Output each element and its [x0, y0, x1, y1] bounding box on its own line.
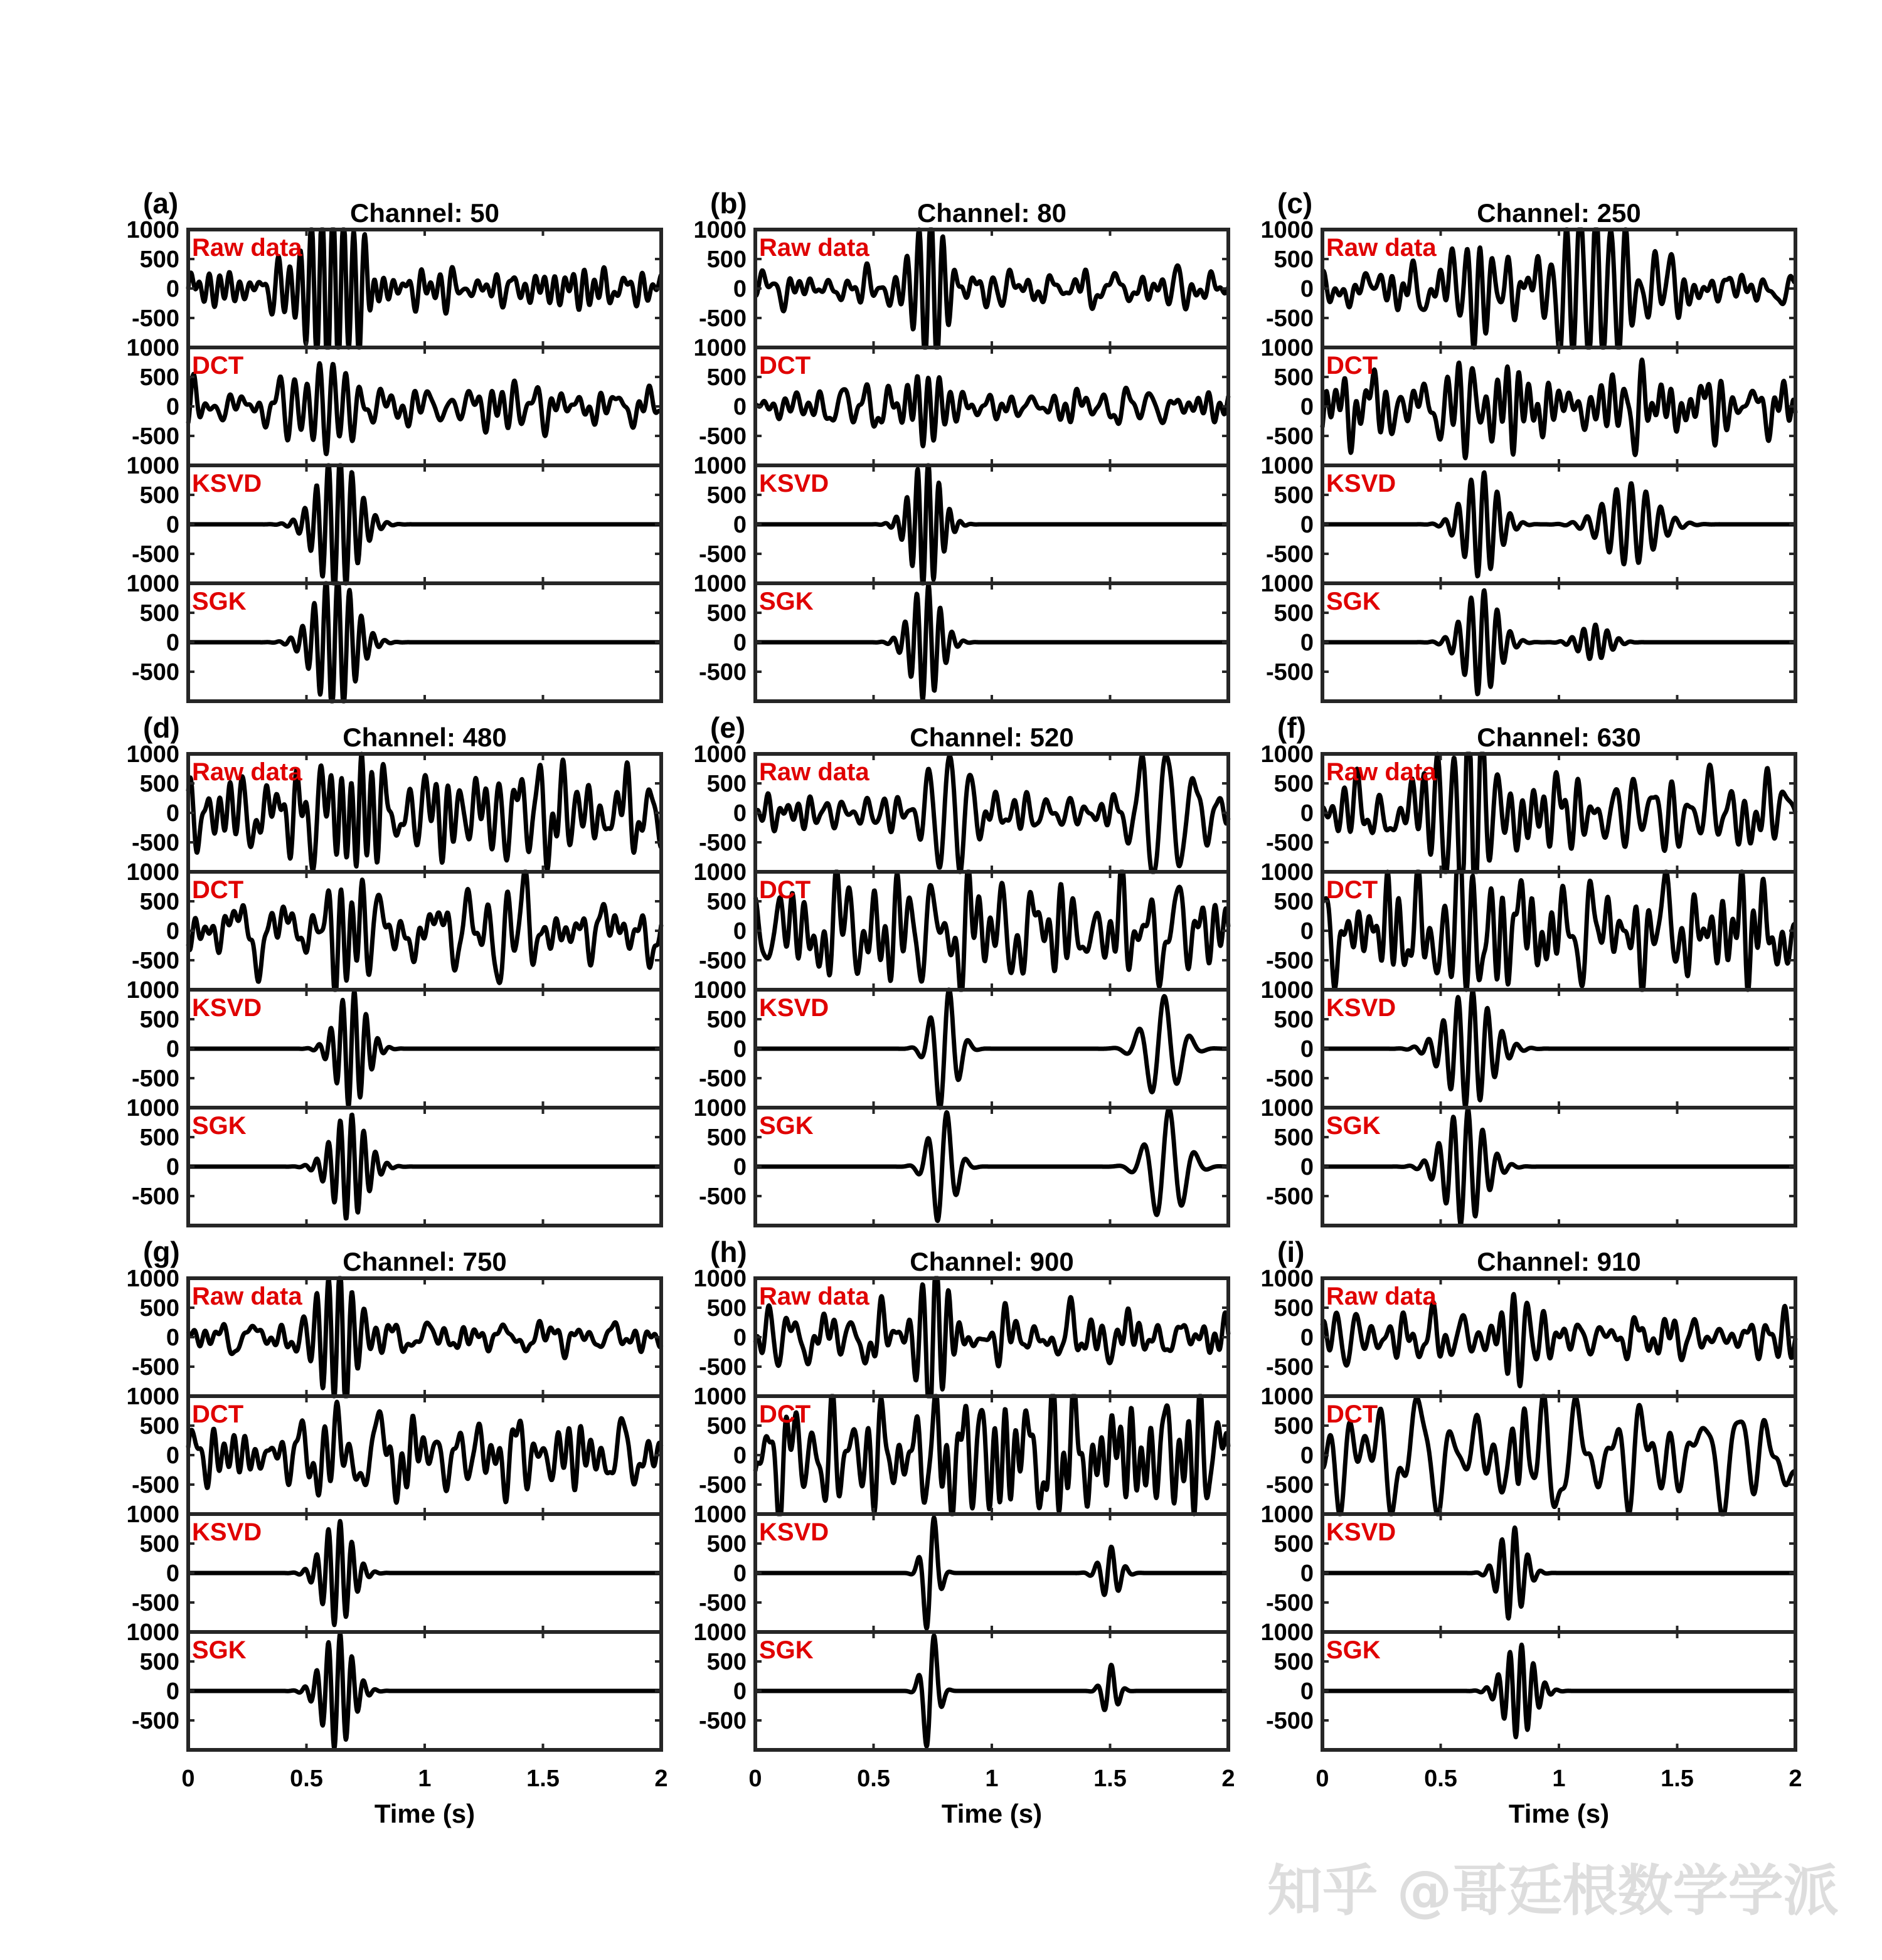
trace-dct — [1322, 360, 1795, 458]
x-tick-label: 1.5 — [1093, 1766, 1127, 1792]
y-tick-label: 1000 — [693, 1384, 747, 1410]
y-tick-label: -500 — [698, 423, 747, 450]
y-tick-label: 1000 — [693, 453, 747, 479]
trace-label: SGK — [192, 1636, 247, 1664]
trace-label: Raw data — [759, 1283, 869, 1310]
trace-dct — [755, 872, 1228, 990]
y-tick-label: -500 — [131, 423, 179, 450]
y-tick-label: 1000 — [693, 335, 747, 361]
y-tick-label: 1000 — [1260, 335, 1314, 361]
y-tick-label: 500 — [706, 1007, 747, 1033]
y-tick-label: 500 — [139, 771, 179, 797]
y-tick-label: 500 — [139, 1007, 179, 1033]
y-tick-label: 1000 — [1260, 1095, 1314, 1121]
panel-letter: (i) — [1277, 1236, 1305, 1268]
y-tick-label: 0 — [166, 630, 179, 656]
y-tick-label: 0 — [733, 1678, 747, 1705]
panel-title: Channel: 80 — [917, 198, 1067, 228]
y-tick-label: 500 — [706, 1413, 747, 1439]
y-tick-label: 0 — [733, 1036, 747, 1062]
trace-label: Raw data — [1326, 758, 1437, 786]
y-tick-label: -500 — [131, 659, 179, 686]
y-tick-label: 0 — [1300, 512, 1314, 538]
y-tick-label: 500 — [1273, 771, 1314, 797]
x-tick-label: 1.5 — [1661, 1766, 1694, 1792]
panel-title: Channel: 480 — [343, 723, 507, 752]
x-tick-label: 0.5 — [857, 1766, 890, 1792]
y-tick-label: 1000 — [1260, 453, 1314, 479]
y-tick-label: 1000 — [126, 1619, 179, 1646]
panel-letter: (d) — [143, 711, 180, 744]
y-tick-label: 1000 — [693, 217, 747, 243]
y-tick-label: 1000 — [693, 1619, 747, 1646]
y-tick-label: -500 — [1265, 1066, 1314, 1092]
y-tick-label: 1000 — [1260, 741, 1314, 768]
trace-label: DCT — [192, 1401, 244, 1428]
panel-title: Channel: 250 — [1477, 198, 1641, 228]
y-tick-label: 0 — [166, 276, 179, 302]
y-tick-label: 500 — [706, 771, 747, 797]
y-tick-label: -500 — [131, 1354, 179, 1380]
trace-label: Raw data — [759, 758, 869, 786]
y-tick-label: 1000 — [693, 859, 747, 886]
trace-label: DCT — [192, 876, 244, 904]
trace-sgk — [1322, 1645, 1795, 1737]
y-tick-label: 0 — [166, 918, 179, 945]
y-tick-label: 1000 — [126, 217, 179, 243]
y-tick-label: -500 — [1265, 1708, 1314, 1734]
y-tick-label: 0 — [166, 800, 179, 827]
trace-dct — [188, 1402, 661, 1503]
y-tick-label: -500 — [131, 541, 179, 568]
y-tick-label: 0 — [1300, 1036, 1314, 1062]
watermark: 知乎 @哥廷根数学学派 — [1267, 1858, 1839, 1923]
y-tick-label: -500 — [698, 1066, 747, 1092]
y-tick-label: 500 — [139, 1295, 179, 1322]
x-tick-label: 2 — [654, 1766, 668, 1792]
y-tick-label: -500 — [698, 305, 747, 332]
y-tick-label: 500 — [706, 482, 747, 509]
y-tick-label: 0 — [733, 1443, 747, 1469]
y-tick-label: 0 — [1300, 276, 1314, 302]
trace-label: SGK — [759, 588, 814, 615]
y-tick-label: 0 — [166, 512, 179, 538]
y-tick-label: 0 — [1300, 1678, 1314, 1705]
y-tick-label: 500 — [139, 1649, 179, 1675]
y-tick-label: -500 — [1265, 1590, 1314, 1616]
trace-sgk — [188, 1115, 661, 1218]
y-tick-label: 0 — [733, 1325, 747, 1351]
trace-label: KSVD — [759, 1518, 829, 1546]
y-tick-label: 1000 — [126, 741, 179, 768]
y-tick-label: -500 — [131, 1066, 179, 1092]
trace-dct — [1322, 872, 1795, 990]
y-tick-label: 0 — [733, 630, 747, 656]
y-tick-label: 500 — [1273, 1413, 1314, 1439]
y-tick-label: 1000 — [126, 1266, 179, 1292]
y-tick-label: 1000 — [126, 571, 179, 597]
panel-letter: (b) — [710, 187, 747, 220]
trace-label: DCT — [1326, 352, 1378, 379]
y-tick-label: 500 — [1273, 1531, 1314, 1557]
trace-sgk — [1322, 1109, 1795, 1224]
y-tick-label: 500 — [706, 246, 747, 273]
y-tick-label: 0 — [166, 1443, 179, 1469]
y-tick-label: 500 — [139, 889, 179, 915]
y-tick-label: -500 — [698, 659, 747, 686]
y-tick-label: 0 — [1300, 1560, 1314, 1587]
trace-label: SGK — [759, 1636, 814, 1664]
y-tick-label: -500 — [698, 1184, 747, 1210]
trace-dct — [188, 872, 661, 990]
trace-label: DCT — [759, 1401, 811, 1428]
y-tick-label: 1000 — [1260, 859, 1314, 886]
y-tick-label: 1000 — [126, 453, 179, 479]
y-tick-label: 500 — [1273, 1007, 1314, 1033]
panel-title: Channel: 630 — [1477, 723, 1641, 752]
trace-sgk — [755, 1108, 1228, 1221]
y-tick-label: 1000 — [693, 1266, 747, 1292]
trace-label: Raw data — [192, 234, 302, 262]
y-tick-label: 0 — [733, 394, 747, 420]
y-tick-label: 1000 — [693, 741, 747, 768]
y-tick-label: 0 — [733, 276, 747, 302]
y-tick-label: -500 — [1265, 1184, 1314, 1210]
trace-dct — [188, 363, 661, 454]
y-tick-label: 0 — [166, 1154, 179, 1180]
y-tick-label: 0 — [1300, 918, 1314, 945]
trace-label: DCT — [759, 352, 811, 379]
y-tick-label: -500 — [131, 1590, 179, 1616]
y-tick-label: 0 — [166, 1325, 179, 1351]
y-tick-label: -500 — [131, 1708, 179, 1734]
panel-title: Channel: 520 — [910, 723, 1074, 752]
y-tick-label: 1000 — [126, 1502, 179, 1528]
y-tick-label: 500 — [139, 1413, 179, 1439]
x-tick-label: 0.5 — [290, 1766, 323, 1792]
y-tick-label: -500 — [1265, 1472, 1314, 1498]
y-tick-label: 0 — [166, 1036, 179, 1062]
y-tick-label: -500 — [1265, 948, 1314, 974]
y-tick-label: 1000 — [1260, 571, 1314, 597]
trace-label: KSVD — [1326, 994, 1396, 1022]
y-tick-label: 0 — [1300, 1325, 1314, 1351]
trace-label: DCT — [1326, 876, 1378, 904]
y-tick-label: -500 — [1265, 423, 1314, 450]
y-tick-label: -500 — [131, 1472, 179, 1498]
y-tick-label: -500 — [698, 1708, 747, 1734]
trace-sgk — [188, 1633, 661, 1749]
y-tick-label: -500 — [131, 1184, 179, 1210]
trace-label: Raw data — [1326, 1283, 1437, 1310]
y-tick-label: 0 — [733, 1154, 747, 1180]
trace-label: DCT — [759, 876, 811, 904]
y-tick-label: 0 — [733, 512, 747, 538]
y-tick-label: -500 — [1265, 541, 1314, 568]
y-tick-label: 500 — [706, 889, 747, 915]
y-tick-label: -500 — [1265, 1354, 1314, 1380]
y-tick-label: 500 — [1273, 600, 1314, 627]
y-tick-label: 1000 — [126, 335, 179, 361]
y-tick-label: -500 — [131, 305, 179, 332]
y-tick-label: 0 — [1300, 1154, 1314, 1180]
y-tick-label: 500 — [706, 364, 747, 391]
y-tick-label: 1000 — [693, 977, 747, 1004]
panel-letter: (c) — [1277, 187, 1313, 220]
y-tick-label: 0 — [733, 918, 747, 945]
trace-sgk — [1322, 590, 1795, 694]
y-tick-label: 1000 — [126, 977, 179, 1004]
y-tick-label: 500 — [139, 364, 179, 391]
y-tick-label: 500 — [1273, 364, 1314, 391]
trace-label: KSVD — [192, 470, 262, 497]
y-tick-label: -500 — [698, 1590, 747, 1616]
y-tick-label: 1000 — [1260, 1619, 1314, 1646]
y-tick-label: 1000 — [693, 571, 747, 597]
y-tick-label: -500 — [698, 1472, 747, 1498]
y-tick-label: 500 — [706, 1531, 747, 1557]
y-tick-label: -500 — [131, 948, 179, 974]
y-tick-label: 0 — [1300, 1443, 1314, 1469]
y-tick-label: 500 — [139, 600, 179, 627]
x-tick-label: 1 — [985, 1766, 999, 1792]
panel-letter: (f) — [1277, 711, 1306, 744]
y-tick-label: 500 — [1273, 246, 1314, 273]
y-tick-label: -500 — [131, 830, 179, 856]
y-tick-label: 500 — [1273, 1295, 1314, 1322]
y-tick-label: 1000 — [1260, 1266, 1314, 1292]
y-tick-label: 0 — [166, 1678, 179, 1705]
x-tick-label: 1 — [418, 1766, 432, 1792]
trace-label: KSVD — [1326, 470, 1396, 497]
y-tick-label: -500 — [1265, 830, 1314, 856]
trace-sgk — [755, 1636, 1228, 1747]
y-tick-label: 1000 — [693, 1095, 747, 1121]
trace-sgk — [188, 583, 661, 701]
y-tick-label: 500 — [139, 246, 179, 273]
y-tick-label: 0 — [1300, 800, 1314, 827]
panel-title: Channel: 900 — [910, 1247, 1074, 1276]
x-tick-label: 0 — [181, 1766, 195, 1792]
trace-label: Raw data — [192, 1283, 302, 1310]
trace-label: Raw data — [1326, 234, 1437, 262]
x-tick-label: 1.5 — [526, 1766, 560, 1792]
y-tick-label: 0 — [1300, 630, 1314, 656]
trace-dct — [1322, 1396, 1795, 1514]
trace-label: SGK — [759, 1112, 814, 1140]
y-tick-label: 1000 — [126, 1095, 179, 1121]
y-tick-label: 500 — [1273, 1649, 1314, 1675]
x-tick-label: 0 — [748, 1766, 762, 1792]
x-axis-label: Time (s) — [374, 1799, 476, 1828]
panel-title: Channel: 910 — [1477, 1247, 1641, 1276]
y-tick-label: -500 — [698, 830, 747, 856]
panel-title: Channel: 50 — [349, 198, 500, 228]
y-tick-label: 0 — [166, 1560, 179, 1587]
trace-dct — [755, 1396, 1228, 1514]
y-tick-label: 1000 — [693, 1502, 747, 1528]
y-tick-label: 1000 — [1260, 1502, 1314, 1528]
y-tick-label: 1000 — [126, 859, 179, 886]
y-tick-label: 0 — [733, 1560, 747, 1587]
y-tick-label: 1000 — [1260, 217, 1314, 243]
y-tick-label: 0 — [166, 394, 179, 420]
y-tick-label: -500 — [698, 948, 747, 974]
x-tick-label: 2 — [1789, 1766, 1802, 1792]
trace-label: KSVD — [192, 1518, 262, 1546]
panel-letter: (a) — [143, 187, 179, 220]
x-axis-label: Time (s) — [1508, 1799, 1610, 1828]
y-tick-label: 500 — [139, 1125, 179, 1151]
y-tick-label: 500 — [139, 1531, 179, 1557]
panel-letter: (h) — [710, 1236, 747, 1268]
y-tick-label: 500 — [706, 1125, 747, 1151]
y-tick-label: 500 — [139, 482, 179, 509]
trace-label: SGK — [1326, 1636, 1381, 1664]
panel-letter: (e) — [710, 711, 746, 744]
trace-label: KSVD — [192, 994, 262, 1022]
y-tick-label: 500 — [1273, 889, 1314, 915]
y-tick-label: -500 — [1265, 659, 1314, 686]
x-tick-label: 0.5 — [1424, 1766, 1457, 1792]
y-tick-label: -500 — [698, 1354, 747, 1380]
x-tick-label: 0 — [1316, 1766, 1329, 1792]
trace-label: KSVD — [1326, 1518, 1396, 1546]
trace-label: SGK — [1326, 588, 1381, 615]
y-tick-label: 500 — [1273, 482, 1314, 509]
trace-label: SGK — [192, 1112, 247, 1140]
trace-label: KSVD — [759, 470, 829, 497]
y-tick-label: 1000 — [1260, 977, 1314, 1004]
trace-label: SGK — [1326, 1112, 1381, 1140]
x-tick-label: 1 — [1552, 1766, 1566, 1792]
y-tick-label: 1000 — [126, 1384, 179, 1410]
trace-label: Raw data — [759, 234, 869, 262]
y-tick-label: 500 — [706, 600, 747, 627]
trace-label: KSVD — [759, 994, 829, 1022]
y-tick-label: 0 — [733, 800, 747, 827]
panel-title: Channel: 750 — [343, 1247, 507, 1276]
y-tick-label: 1000 — [1260, 1384, 1314, 1410]
y-tick-label: 0 — [1300, 394, 1314, 420]
trace-sgk — [755, 585, 1228, 699]
y-tick-label: 500 — [1273, 1125, 1314, 1151]
trace-label: Raw data — [192, 758, 302, 786]
trace-label: DCT — [192, 352, 244, 379]
y-tick-label: -500 — [698, 541, 747, 568]
trace-dct — [755, 376, 1228, 446]
y-tick-label: -500 — [1265, 305, 1314, 332]
y-tick-label: 500 — [706, 1649, 747, 1675]
trace-label: DCT — [1326, 1401, 1378, 1428]
trace-label: SGK — [192, 588, 247, 615]
panel-letter: (g) — [143, 1236, 180, 1268]
x-axis-label: Time (s) — [941, 1799, 1043, 1828]
x-tick-label: 2 — [1221, 1766, 1235, 1792]
y-tick-label: 500 — [706, 1295, 747, 1322]
